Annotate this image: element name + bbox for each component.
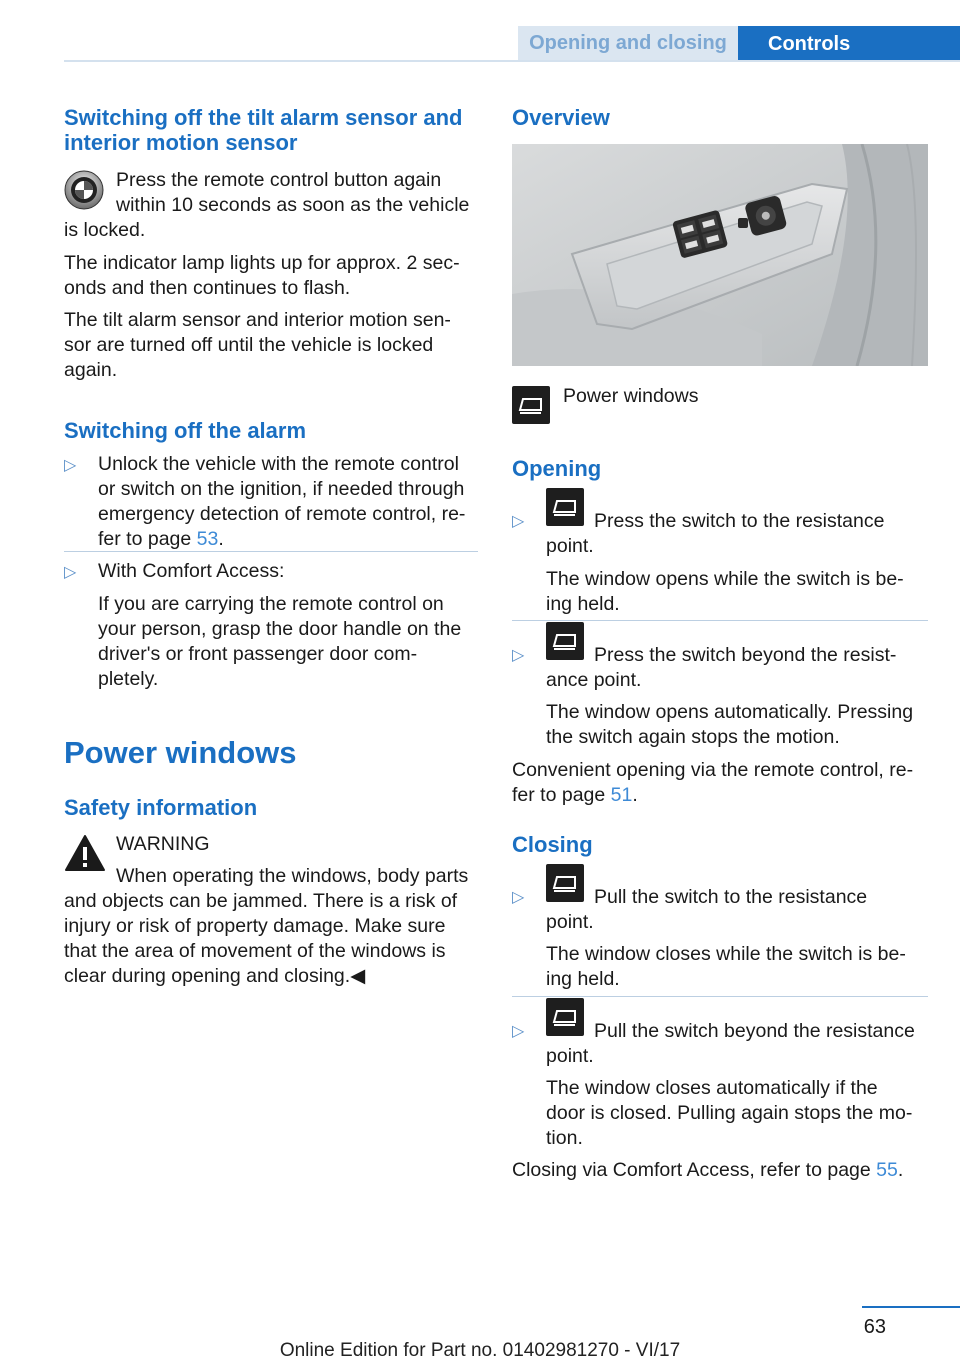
- heading-opening: Opening: [512, 456, 602, 481]
- edition-footer: Online Edition for Part no. 01402981270 - VI/17: [279, 1340, 681, 1361]
- close-comfort-access: Closing via Comfort Access, refer to page 55.: [512, 1159, 904, 1181]
- open-b2-line3: The window opens automatically. Pressing: [546, 701, 914, 723]
- warning-text-a: When operating the windows, body parts: [116, 865, 469, 887]
- alarm-b1-line4: fer to page 53.: [98, 528, 224, 550]
- heading-overview: Overview: [512, 105, 610, 130]
- page-link-53[interactable]: 53: [196, 528, 219, 550]
- close-b1-line2: point.: [546, 911, 594, 933]
- warning-text-c: injury or risk of property damage. Make sure: [64, 915, 446, 937]
- open-b1-line1: Press the switch to the resistance: [594, 510, 885, 532]
- warning-triangle-icon: [64, 834, 106, 872]
- open-b2-line4: the switch again stops the motion.: [546, 726, 840, 748]
- warning-title: WARNING: [116, 833, 210, 855]
- page-number: 63: [863, 1316, 886, 1338]
- warning-text-e: clear during opening and closing.◀: [64, 965, 366, 987]
- power-window-switch-icon: [512, 386, 550, 424]
- window-switch-icon: [546, 622, 584, 660]
- alarm-b2-line3: your person, grasp the door handle on the: [98, 618, 462, 640]
- window-switch-icon: [546, 488, 584, 526]
- tilt-text-2a: The indicator lamp lights up for approx. 2 sec‐: [64, 252, 460, 274]
- open-convenient-line1: Convenient opening via the remote control, re‐: [512, 759, 914, 781]
- close-b1-line4: ing held.: [546, 968, 620, 990]
- warning-text-d: that the area of movement of the windows is: [64, 940, 446, 962]
- close-b2-line5: tion.: [546, 1127, 583, 1149]
- alarm-b1-line1: Unlock the vehicle with the remote control: [98, 453, 459, 475]
- bullet-divider: [512, 996, 928, 997]
- warning-text-b: and objects can be jammed. There is a risk of: [64, 890, 458, 912]
- close-b2-line3: The window closes automatically if the: [546, 1077, 878, 1099]
- heading-tilt-sensor-line2: interior motion sensor: [64, 130, 298, 155]
- alarm-b1-line3: emergency detection of remote control, re‐: [98, 503, 466, 525]
- bullet-icon: ▷: [64, 457, 77, 474]
- alarm-b2-line1: With Comfort Access:: [98, 560, 285, 582]
- heading-power-windows: Power windows: [64, 735, 297, 770]
- open-b1-line4: ing held.: [546, 593, 620, 615]
- heading-safety-information: Safety information: [64, 795, 258, 820]
- header-rule: [64, 60, 960, 62]
- bullet-icon: ▷: [512, 889, 525, 906]
- tilt-text-1b: within 10 seconds as soon as the vehicle: [116, 194, 470, 216]
- open-b2-line1: Press the switch beyond the resist‐: [594, 644, 897, 666]
- tilt-text-3a: The tilt alarm sensor and interior motion sen‐: [64, 309, 451, 331]
- open-convenient-line2: fer to page 51.: [512, 784, 638, 806]
- close-b1-line3: The window closes while the switch is be‐: [546, 943, 906, 965]
- section-tab: Opening and closing: [518, 26, 738, 60]
- remote-control-logo-icon: [64, 170, 104, 210]
- bullet-icon: ▷: [512, 647, 525, 664]
- open-b1-line2: point.: [546, 535, 594, 557]
- open-b1-line3: The window opens while the switch is be‐: [546, 568, 904, 590]
- window-switch-icon: [546, 998, 584, 1036]
- bullet-icon: ▷: [512, 1023, 525, 1040]
- window-switch-icon: [546, 864, 584, 902]
- tilt-text-3b: sor are turned off until the vehicle is locked: [64, 334, 434, 356]
- open-b2-line2: ance point.: [546, 669, 642, 691]
- tilt-text-1c: is locked.: [64, 219, 146, 241]
- close-b2-line4: door is closed. Pulling again stops the mo‐: [546, 1102, 913, 1124]
- bullet-divider: [512, 620, 928, 621]
- chapter-tab: Controls: [738, 26, 960, 62]
- bullet-icon: ▷: [512, 513, 525, 530]
- close-b2-line1: Pull the switch beyond the resistance: [594, 1020, 915, 1042]
- footer-rule: [862, 1306, 960, 1308]
- tilt-text-3c: again.: [64, 359, 118, 381]
- alarm-b1-line2: or switch on the ignition, if needed through: [98, 478, 465, 500]
- alarm-b2-line4: driver's or front passenger door com‐: [98, 643, 418, 665]
- close-b1-line1: Pull the switch to the resistance: [594, 886, 868, 908]
- page-link-51[interactable]: 51: [610, 784, 633, 806]
- alarm-b2-line5: pletely.: [98, 668, 159, 690]
- close-b2-line2: point.: [546, 1045, 594, 1067]
- tilt-text-2b: onds and then continues to flash.: [64, 277, 351, 299]
- heading-closing: Closing: [512, 832, 593, 857]
- page-link-55[interactable]: 55: [876, 1159, 898, 1181]
- tilt-text-1a: Press the remote control button again: [116, 169, 442, 191]
- heading-switch-off-alarm: Switching off the alarm: [64, 418, 307, 443]
- photo-caption: Power windows: [563, 385, 699, 407]
- door-switch-photo: [512, 144, 928, 366]
- alarm-b2-line2: If you are carrying the remote control on: [98, 593, 444, 615]
- heading-tilt-sensor: Switching off the tilt alarm sensor and: [64, 105, 463, 130]
- bullet-icon: ▷: [64, 564, 77, 581]
- bullet-divider: [64, 551, 478, 552]
